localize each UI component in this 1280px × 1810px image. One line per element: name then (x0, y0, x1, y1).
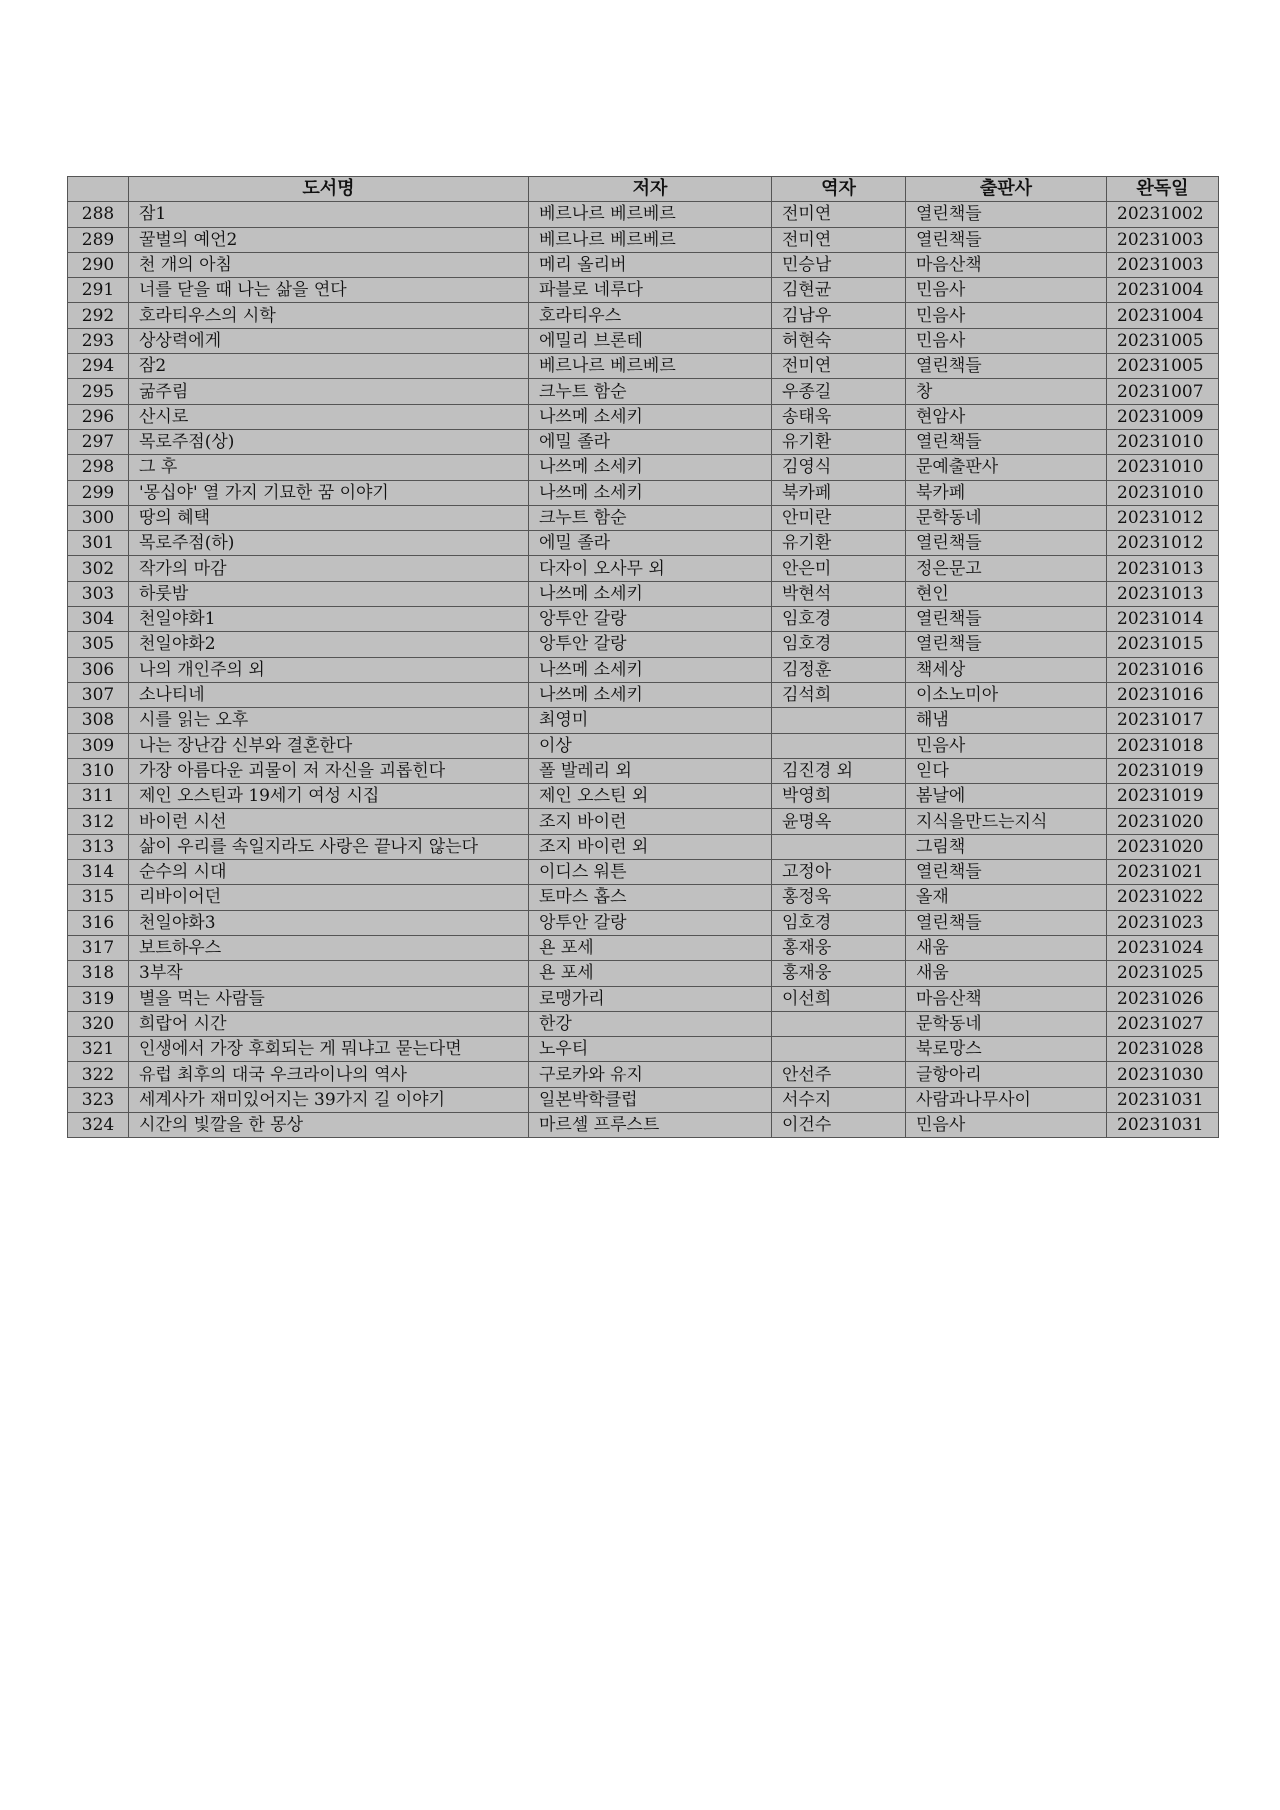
cell-number: 312 (68, 809, 129, 834)
cell-translator (772, 1037, 906, 1062)
cell-publisher: 현암사 (906, 404, 1107, 429)
cell-translator: 송태욱 (772, 404, 906, 429)
cell-number: 311 (68, 784, 129, 809)
table-row (68, 784, 1219, 809)
cell-title: 천일야화1 (129, 607, 529, 632)
cell-translator: 북카페 (772, 480, 906, 505)
cell-publisher: 글항아리 (906, 1062, 1107, 1087)
cell-title: 희랍어 시간 (129, 1011, 529, 1036)
cell-translator: 유기환 (772, 429, 906, 454)
cell-finish-date: 20231015 (1107, 632, 1219, 657)
cell-number: 318 (68, 961, 129, 986)
cell-publisher: 해냄 (906, 708, 1107, 733)
cell-translator: 박영희 (772, 784, 906, 809)
cell-translator: 김영식 (772, 455, 906, 480)
cell-finish-date: 20231031 (1107, 1112, 1219, 1137)
cell-author: 욘 포세 (529, 961, 772, 986)
cell-publisher: 마음산책 (906, 252, 1107, 277)
cell-number: 295 (68, 379, 129, 404)
cell-author: 앙투안 갈랑 (529, 607, 772, 632)
cell-number: 309 (68, 733, 129, 758)
cell-number: 305 (68, 632, 129, 657)
cell-number: 290 (68, 252, 129, 277)
table-row (68, 480, 1219, 505)
cell-finish-date: 20231004 (1107, 303, 1219, 328)
cell-publisher: 지식을만드는지식 (906, 809, 1107, 834)
cell-author: 구로카와 유지 (529, 1062, 772, 1087)
cell-publisher: 이소노미아 (906, 682, 1107, 707)
cell-title: 작가의 마감 (129, 556, 529, 581)
table-row (68, 505, 1219, 530)
cell-finish-date: 20231013 (1107, 556, 1219, 581)
cell-translator (772, 708, 906, 733)
cell-translator: 전미연 (772, 354, 906, 379)
cell-publisher: 북로망스 (906, 1037, 1107, 1062)
cell-translator: 이선희 (772, 986, 906, 1011)
cell-publisher: 문학동네 (906, 505, 1107, 530)
cell-title: 3부작 (129, 961, 529, 986)
cell-publisher: 민음사 (906, 733, 1107, 758)
cell-title: 삶이 우리를 속일지라도 사랑은 끝나지 않는다 (129, 834, 529, 859)
cell-translator: 전미연 (772, 202, 906, 227)
cell-author: 나쓰메 소세키 (529, 455, 772, 480)
cell-number: 300 (68, 505, 129, 530)
cell-author: 조지 바이런 외 (529, 834, 772, 859)
cell-author: 나쓰메 소세키 (529, 404, 772, 429)
cell-translator: 김현균 (772, 278, 906, 303)
cell-finish-date: 20231010 (1107, 455, 1219, 480)
cell-title: 나의 개인주의 외 (129, 657, 529, 682)
cell-translator: 김정훈 (772, 657, 906, 682)
cell-number: 320 (68, 1011, 129, 1036)
cell-number: 310 (68, 758, 129, 783)
table-row (68, 758, 1219, 783)
cell-finish-date: 20231020 (1107, 834, 1219, 859)
cell-publisher: 열린책들 (906, 354, 1107, 379)
cell-publisher: 열린책들 (906, 860, 1107, 885)
cell-title: 리바이어던 (129, 885, 529, 910)
cell-publisher: 문학동네 (906, 1011, 1107, 1036)
cell-title: 굶주림 (129, 379, 529, 404)
cell-author: 나쓰메 소세키 (529, 581, 772, 606)
cell-number: 299 (68, 480, 129, 505)
cell-finish-date: 20231022 (1107, 885, 1219, 910)
cell-publisher: 새움 (906, 961, 1107, 986)
cell-finish-date: 20231003 (1107, 252, 1219, 277)
cell-translator: 우종길 (772, 379, 906, 404)
table-row (68, 429, 1219, 454)
cell-finish-date: 20231012 (1107, 531, 1219, 556)
cell-number: 298 (68, 455, 129, 480)
cell-title: 보트하우스 (129, 935, 529, 960)
table-row (68, 328, 1219, 353)
cell-title: 제인 오스틴과 19세기 여성 시집 (129, 784, 529, 809)
cell-author: 나쓰메 소세키 (529, 480, 772, 505)
cell-author: 앙투안 갈랑 (529, 910, 772, 935)
cell-publisher: 새움 (906, 935, 1107, 960)
cell-title: 나는 장난감 신부와 결혼한다 (129, 733, 529, 758)
table-row (68, 834, 1219, 859)
cell-title: 순수의 시대 (129, 860, 529, 885)
cell-publisher: 민음사 (906, 303, 1107, 328)
cell-author: 앙투안 갈랑 (529, 632, 772, 657)
cell-finish-date: 20231014 (1107, 607, 1219, 632)
table-row (68, 682, 1219, 707)
cell-publisher: 사람과나무사이 (906, 1087, 1107, 1112)
cell-publisher: 현인 (906, 581, 1107, 606)
cell-finish-date: 20231025 (1107, 961, 1219, 986)
cell-number: 294 (68, 354, 129, 379)
table-row (68, 379, 1219, 404)
cell-number: 289 (68, 227, 129, 252)
cell-author: 로맹가리 (529, 986, 772, 1011)
cell-author: 폴 발레리 외 (529, 758, 772, 783)
cell-title: 별을 먹는 사람들 (129, 986, 529, 1011)
cell-translator: 서수지 (772, 1087, 906, 1112)
cell-number: 292 (68, 303, 129, 328)
cell-title: 시간의 빛깔을 한 몽상 (129, 1112, 529, 1137)
table-row (68, 202, 1219, 227)
header-number (68, 177, 129, 202)
table-row (68, 531, 1219, 556)
cell-author: 한강 (529, 1011, 772, 1036)
cell-translator: 전미연 (772, 227, 906, 252)
cell-publisher: 열린책들 (906, 429, 1107, 454)
cell-translator: 홍재웅 (772, 935, 906, 960)
table-row (68, 708, 1219, 733)
cell-finish-date: 20231012 (1107, 505, 1219, 530)
cell-author: 호라티우스 (529, 303, 772, 328)
cell-finish-date: 20231005 (1107, 354, 1219, 379)
cell-finish-date: 20231013 (1107, 581, 1219, 606)
cell-author: 베르나르 베르베르 (529, 227, 772, 252)
cell-publisher: 문예출판사 (906, 455, 1107, 480)
cell-author: 욘 포세 (529, 935, 772, 960)
cell-title: 상상력에게 (129, 328, 529, 353)
cell-number: 314 (68, 860, 129, 885)
header-title: 도서명 (129, 177, 529, 202)
cell-number: 293 (68, 328, 129, 353)
cell-number: 296 (68, 404, 129, 429)
cell-number: 324 (68, 1112, 129, 1137)
cell-number: 291 (68, 278, 129, 303)
cell-finish-date: 20231030 (1107, 1062, 1219, 1087)
cell-title: 소나티네 (129, 682, 529, 707)
table-row (68, 1011, 1219, 1036)
cell-title: 꿀벌의 예언2 (129, 227, 529, 252)
cell-translator (772, 733, 906, 758)
cell-finish-date: 20231009 (1107, 404, 1219, 429)
cell-title: 유럽 최후의 대국 우크라이나의 역사 (129, 1062, 529, 1087)
cell-translator: 고정아 (772, 860, 906, 885)
table-row (68, 278, 1219, 303)
cell-author: 토마스 홉스 (529, 885, 772, 910)
cell-publisher: 열린책들 (906, 202, 1107, 227)
cell-title: 잠1 (129, 202, 529, 227)
cell-translator: 김석희 (772, 682, 906, 707)
cell-number: 288 (68, 202, 129, 227)
table-row (68, 455, 1219, 480)
cell-author: 일본박학클럽 (529, 1087, 772, 1112)
cell-publisher: 책세상 (906, 657, 1107, 682)
cell-title: 땅의 혜택 (129, 505, 529, 530)
cell-finish-date: 20231019 (1107, 758, 1219, 783)
cell-number: 303 (68, 581, 129, 606)
cell-title: 하룻밤 (129, 581, 529, 606)
cell-translator: 홍재웅 (772, 961, 906, 986)
cell-author: 제인 오스틴 외 (529, 784, 772, 809)
cell-publisher: 북카페 (906, 480, 1107, 505)
reading-log-table (67, 176, 1219, 1138)
table-row (68, 581, 1219, 606)
table-row (68, 885, 1219, 910)
cell-author: 에밀리 브론테 (529, 328, 772, 353)
cell-translator: 윤명옥 (772, 809, 906, 834)
cell-translator: 김남우 (772, 303, 906, 328)
cell-number: 319 (68, 986, 129, 1011)
table-row (68, 809, 1219, 834)
table-row (68, 556, 1219, 581)
cell-finish-date: 20231017 (1107, 708, 1219, 733)
table-row (68, 404, 1219, 429)
cell-publisher: 그림책 (906, 834, 1107, 859)
cell-title: 천일야화2 (129, 632, 529, 657)
cell-author: 크누트 함순 (529, 379, 772, 404)
cell-finish-date: 20231016 (1107, 682, 1219, 707)
cell-translator: 임호경 (772, 607, 906, 632)
cell-title: 세계사가 재미있어지는 39가지 길 이야기 (129, 1087, 529, 1112)
table-row (68, 607, 1219, 632)
cell-author: 파블로 네루다 (529, 278, 772, 303)
cell-finish-date: 20231004 (1107, 278, 1219, 303)
table-row (68, 910, 1219, 935)
table-header-row (68, 177, 1219, 202)
cell-translator: 민승남 (772, 252, 906, 277)
cell-publisher: 열린책들 (906, 632, 1107, 657)
cell-title: 잠2 (129, 354, 529, 379)
cell-title: 천일야화3 (129, 910, 529, 935)
cell-number: 307 (68, 682, 129, 707)
table-row (68, 733, 1219, 758)
table-row (68, 354, 1219, 379)
table-row (68, 1037, 1219, 1062)
cell-author: 노우티 (529, 1037, 772, 1062)
cell-finish-date: 20231019 (1107, 784, 1219, 809)
table-row (68, 961, 1219, 986)
cell-author: 이상 (529, 733, 772, 758)
cell-number: 308 (68, 708, 129, 733)
cell-author: 최영미 (529, 708, 772, 733)
cell-publisher: 열린책들 (906, 227, 1107, 252)
cell-title: 시를 읽는 오후 (129, 708, 529, 733)
cell-title: 목로주점(하) (129, 531, 529, 556)
cell-author: 베르나르 베르베르 (529, 354, 772, 379)
cell-number: 317 (68, 935, 129, 960)
cell-finish-date: 20231016 (1107, 657, 1219, 682)
cell-finish-date: 20231020 (1107, 809, 1219, 834)
table-row (68, 1087, 1219, 1112)
cell-publisher: 열린책들 (906, 531, 1107, 556)
table-row (68, 1112, 1219, 1137)
cell-number: 297 (68, 429, 129, 454)
header-translator: 역자 (772, 177, 906, 202)
cell-number: 323 (68, 1087, 129, 1112)
cell-translator (772, 1011, 906, 1036)
cell-title: 천 개의 아침 (129, 252, 529, 277)
cell-number: 301 (68, 531, 129, 556)
cell-finish-date: 20231007 (1107, 379, 1219, 404)
cell-author: 마르셀 프루스트 (529, 1112, 772, 1137)
cell-translator: 유기환 (772, 531, 906, 556)
header-publisher: 출판사 (906, 177, 1107, 202)
cell-author: 에밀 졸라 (529, 429, 772, 454)
table-row (68, 935, 1219, 960)
cell-publisher: 봄날에 (906, 784, 1107, 809)
cell-title: 인생에서 가장 후회되는 게 뭐냐고 묻는다면 (129, 1037, 529, 1062)
cell-number: 304 (68, 607, 129, 632)
cell-title: 산시로 (129, 404, 529, 429)
cell-translator: 허현숙 (772, 328, 906, 353)
cell-number: 302 (68, 556, 129, 581)
cell-finish-date: 20231021 (1107, 860, 1219, 885)
cell-author: 에밀 졸라 (529, 531, 772, 556)
cell-author: 이디스 워튼 (529, 860, 772, 885)
table-row (68, 986, 1219, 1011)
cell-translator: 안선주 (772, 1062, 906, 1087)
cell-finish-date: 20231002 (1107, 202, 1219, 227)
cell-author: 베르나르 베르베르 (529, 202, 772, 227)
table-row (68, 303, 1219, 328)
cell-translator: 이건수 (772, 1112, 906, 1137)
cell-translator: 임호경 (772, 632, 906, 657)
cell-publisher: 열린책들 (906, 910, 1107, 935)
cell-title: 호라티우스의 시학 (129, 303, 529, 328)
cell-number: 322 (68, 1062, 129, 1087)
cell-finish-date: 20231005 (1107, 328, 1219, 353)
cell-publisher: 마음산책 (906, 986, 1107, 1011)
cell-number: 315 (68, 885, 129, 910)
cell-finish-date: 20231027 (1107, 1011, 1219, 1036)
cell-publisher: 올재 (906, 885, 1107, 910)
cell-title: 가장 아름다운 괴물이 저 자신을 괴롭힌다 (129, 758, 529, 783)
table-body (68, 202, 1219, 1138)
cell-finish-date: 20231010 (1107, 480, 1219, 505)
cell-author: 나쓰메 소세키 (529, 657, 772, 682)
table-row (68, 632, 1219, 657)
cell-finish-date: 20231010 (1107, 429, 1219, 454)
cell-author: 다자이 오사무 외 (529, 556, 772, 581)
cell-title: 너를 닫을 때 나는 삶을 연다 (129, 278, 529, 303)
cell-translator: 임호경 (772, 910, 906, 935)
cell-translator: 안미란 (772, 505, 906, 530)
cell-translator: 안은미 (772, 556, 906, 581)
cell-translator: 홍정욱 (772, 885, 906, 910)
cell-publisher: 민음사 (906, 278, 1107, 303)
cell-number: 316 (68, 910, 129, 935)
table-row (68, 860, 1219, 885)
cell-author: 조지 바이런 (529, 809, 772, 834)
cell-author: 크누트 함순 (529, 505, 772, 530)
cell-finish-date: 20231026 (1107, 986, 1219, 1011)
cell-translator: 김진경 외 (772, 758, 906, 783)
cell-number: 313 (68, 834, 129, 859)
header-author: 저자 (529, 177, 772, 202)
cell-author: 나쓰메 소세키 (529, 682, 772, 707)
cell-finish-date: 20231031 (1107, 1087, 1219, 1112)
cell-translator: 박현석 (772, 581, 906, 606)
cell-title: '몽십야' 열 가지 기묘한 꿈 이야기 (129, 480, 529, 505)
cell-publisher: 정은문고 (906, 556, 1107, 581)
cell-publisher: 민음사 (906, 1112, 1107, 1137)
cell-translator (772, 834, 906, 859)
cell-title: 목로주점(상) (129, 429, 529, 454)
cell-title: 그 후 (129, 455, 529, 480)
cell-number: 321 (68, 1037, 129, 1062)
cell-finish-date: 20231024 (1107, 935, 1219, 960)
cell-publisher: 민음사 (906, 328, 1107, 353)
cell-author: 메리 올리버 (529, 252, 772, 277)
cell-finish-date: 20231028 (1107, 1037, 1219, 1062)
table-row (68, 1062, 1219, 1087)
table-row (68, 252, 1219, 277)
cell-finish-date: 20231023 (1107, 910, 1219, 935)
header-finish-date: 완독일 (1107, 177, 1219, 202)
table-row (68, 657, 1219, 682)
cell-finish-date: 20231003 (1107, 227, 1219, 252)
cell-number: 306 (68, 657, 129, 682)
cell-finish-date: 20231018 (1107, 733, 1219, 758)
table-row (68, 227, 1219, 252)
cell-title: 바이런 시선 (129, 809, 529, 834)
cell-publisher: 창 (906, 379, 1107, 404)
cell-publisher: 열린책들 (906, 607, 1107, 632)
cell-publisher: 읻다 (906, 758, 1107, 783)
